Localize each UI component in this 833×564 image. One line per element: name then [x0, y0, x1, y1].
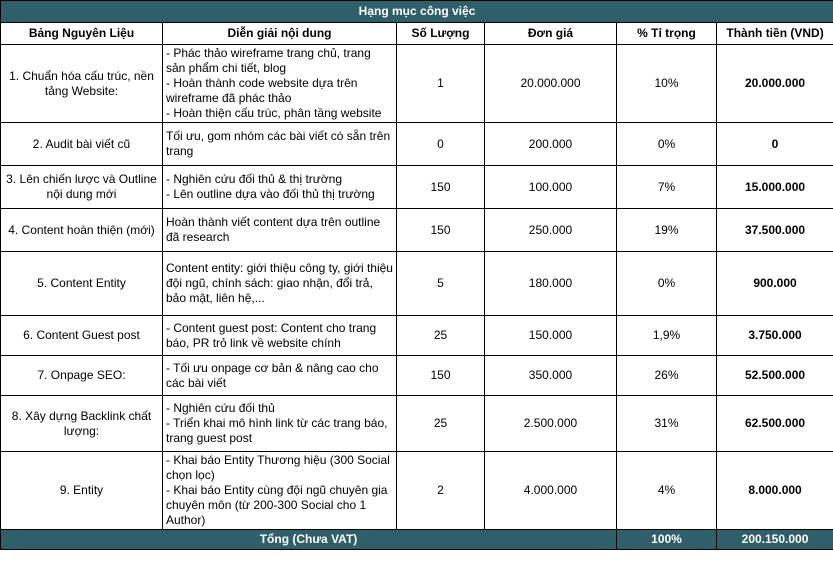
table-row [1, 45, 833, 123]
quantity-cell: 25 [397, 396, 485, 452]
table-row [1, 166, 833, 209]
header-percent: % Tỉ trọng [617, 23, 717, 45]
total-row [1, 530, 833, 550]
quantity-cell: 1 [397, 45, 485, 123]
description-cell [163, 252, 397, 316]
item-cell: 6. Content Guest post [1, 316, 163, 356]
percent-cell: 0% [617, 252, 717, 316]
unit-price-cell: 200.000 [485, 123, 617, 166]
description-cell [163, 396, 397, 452]
item-cell: 7. Onpage SEO: [1, 356, 163, 396]
description-line: - Khai báo Entity Thương hiệu (300 Social chọn lọc) [166, 453, 390, 482]
description-cell [163, 316, 397, 356]
header-description: Diễn giải nội dung [163, 23, 397, 45]
amount-cell: 900.000 [717, 252, 833, 316]
quantity-cell: 150 [397, 209, 485, 252]
description-line: - Nghiên cứu đối thủ & thị trường [166, 172, 343, 186]
header-quantity: Số Lượng [397, 23, 485, 45]
total-label: Tổng (Chưa VAT) [1, 530, 617, 550]
item-cell: 9. Entity [1, 452, 163, 530]
percent-cell: 19% [617, 209, 717, 252]
unit-price-cell: 150.000 [485, 316, 617, 356]
description-line: - Hoàn thành code website dựa trên wireframe đã phác thảo [166, 76, 358, 105]
description-line: Content entity: giới thiệu công ty, giới thiệu đội ngũ, chính sách: giao nhận, đổi trả, bảo mật, liên hệ,... [166, 261, 393, 305]
item-cell: 1. Chuẩn hóa cấu trúc, nền tảng Website: [1, 45, 163, 123]
item-cell: 8. Xây dựng Backlink chất lượng: [1, 396, 163, 452]
description-line: Hoàn thành viết content dựa trên outline đã research [166, 215, 381, 244]
unit-price-cell: 250.000 [485, 209, 617, 252]
description-cell [163, 452, 397, 530]
unit-price-cell: 350.000 [485, 356, 617, 396]
description-line: - Tối ưu onpage cơ bản & nâng cao cho các bài viết [166, 360, 379, 390]
item-cell: 3. Lên chiến lược và Outline nội dung mới [1, 166, 163, 209]
percent-cell: 31% [617, 396, 717, 452]
table-title: Hạng mục công việc [1, 1, 833, 23]
table-row [1, 356, 833, 396]
table-row [1, 316, 833, 356]
amount-cell: 15.000.000 [717, 166, 833, 209]
description-line: - Triển khai mô hình link từ các trang báo, trang guest post [166, 416, 388, 445]
description-cell [163, 45, 397, 123]
percent-cell: 4% [617, 452, 717, 530]
description-line: Tối ưu, gom nhóm các bài viết có sẵn trên trang [166, 129, 391, 158]
description-cell [163, 166, 397, 209]
quantity-cell: 150 [397, 356, 485, 396]
unit-price-cell: 180.000 [485, 252, 617, 316]
percent-cell: 1,9% [617, 316, 717, 356]
item-cell: 5. Content Entity [1, 252, 163, 316]
amount-cell: 3.750.000 [717, 316, 833, 356]
table-row [1, 252, 833, 316]
unit-price-cell: 4.000.000 [485, 452, 617, 530]
total-amount: 200.150.000 [717, 530, 833, 550]
header-item: Bảng Nguyên Liệu [1, 23, 163, 45]
amount-cell: 37.500.000 [717, 209, 833, 252]
header-row [1, 23, 833, 45]
amount-cell: 8.000.000 [717, 452, 833, 530]
description-cell [163, 209, 397, 252]
amount-cell: 52.500.000 [717, 356, 833, 396]
header-unit-price: Đơn giá [485, 23, 617, 45]
total-percent: 100% [617, 530, 717, 550]
quantity-cell: 5 [397, 252, 485, 316]
unit-price-cell: 100.000 [485, 166, 617, 209]
item-cell: 2. Audit bài viết cũ [1, 123, 163, 166]
amount-cell: 0 [717, 123, 833, 166]
description-line: - Lên outline dựa vào đối thủ thị trường [166, 187, 375, 201]
quantity-cell: 25 [397, 316, 485, 356]
quantity-cell: 0 [397, 123, 485, 166]
description-cell [163, 123, 397, 166]
description-line: - Khai báo Entity cùng đội ngũ chuyên gia chuyên môn (từ 200-300 Social cho 1 Author) [166, 483, 388, 527]
item-cell: 4. Content hoàn thiện (mới) [1, 209, 163, 252]
table-row [1, 123, 833, 166]
percent-cell: 7% [617, 166, 717, 209]
description-cell [163, 356, 397, 396]
table-row [1, 452, 833, 530]
unit-price-cell: 20.000.000 [485, 45, 617, 123]
description-line: - Phác thảo wireframe trang chủ, trang sản phẩm chi tiết, blog [166, 46, 371, 75]
amount-cell: 62.500.000 [717, 396, 833, 452]
unit-price-cell: 2.500.000 [485, 396, 617, 452]
quantity-cell: 150 [397, 166, 485, 209]
table-row [1, 396, 833, 452]
description-line: - Hoàn thiện cấu trúc, phân tầng website [166, 106, 382, 120]
description-line: - Nghiên cứu đối thủ [166, 401, 275, 415]
percent-cell: 0% [617, 123, 717, 166]
description-line: - Content guest post: Content cho trang báo, PR trỏ link về website chính [166, 320, 377, 350]
quantity-cell: 2 [397, 452, 485, 530]
header-amount: Thành tiền (VND) [717, 23, 833, 45]
percent-cell: 10% [617, 45, 717, 123]
percent-cell: 26% [617, 356, 717, 396]
amount-cell: 20.000.000 [717, 45, 833, 123]
table-row [1, 209, 833, 252]
